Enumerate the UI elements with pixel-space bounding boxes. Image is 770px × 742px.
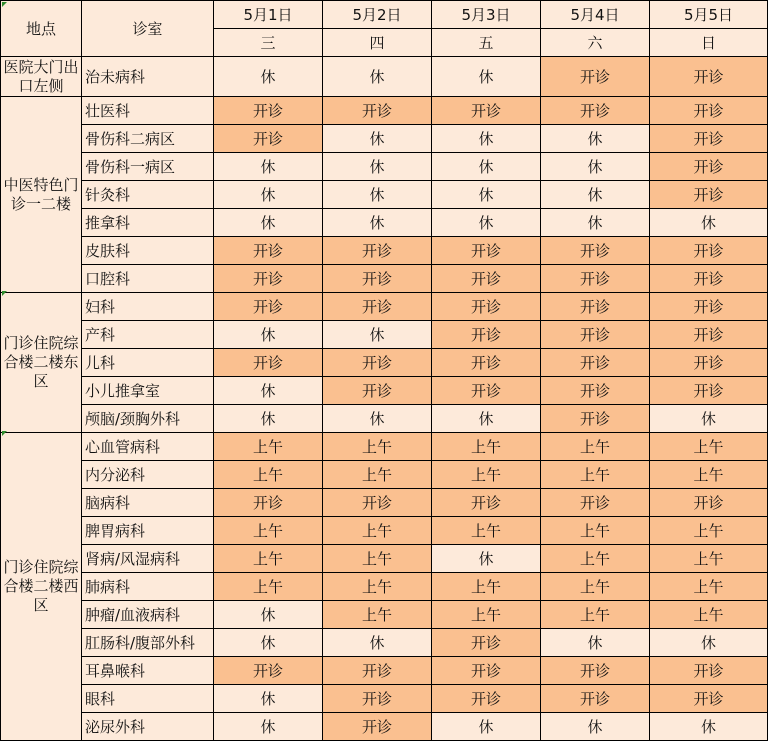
status-cell[interactable]: 上午 [541,517,650,545]
clinic-name-cell[interactable]: 小儿推拿室 [82,377,214,405]
status-cell[interactable]: 上午 [214,517,323,545]
clinic-name-cell[interactable]: 泌尿外科 [82,713,214,741]
status-cell[interactable]: 开诊 [541,405,650,433]
status-cell[interactable]: 开诊 [214,125,323,153]
header-location[interactable]: 地点 [1,1,82,57]
header-date[interactable]: 5月4日 [541,1,650,29]
status-cell[interactable]: 上午 [214,461,323,489]
status-cell[interactable]: 开诊 [650,321,768,349]
cell-comment-marker [2,431,7,436]
status-cell[interactable]: 上午 [323,601,432,629]
status-cell[interactable]: 休 [214,713,323,741]
status-cell[interactable]: 上午 [214,433,323,461]
clinic-name-cell[interactable]: 耳鼻喉科 [82,657,214,685]
status-cell[interactable]: 上午 [323,461,432,489]
status-cell[interactable]: 开诊 [541,321,650,349]
status-cell[interactable]: 上午 [541,545,650,573]
status-cell[interactable]: 上午 [650,461,768,489]
cell-comment-marker [2,291,7,296]
status-cell[interactable]: 休 [323,321,432,349]
status-cell[interactable]: 休 [214,377,323,405]
status-cell[interactable]: 开诊 [214,349,323,377]
status-cell[interactable]: 休 [214,57,323,97]
status-cell[interactable]: 开诊 [541,377,650,405]
status-cell[interactable]: 休 [323,181,432,209]
clinic-name-cell[interactable]: 颅脑/颈胸外科 [82,405,214,433]
clinic-name-cell[interactable]: 骨伤科一病区 [82,153,214,181]
header-weekday[interactable]: 六 [541,29,650,57]
status-cell[interactable]: 休 [541,713,650,741]
table-row [1,349,768,377]
status-cell[interactable]: 开诊 [432,377,541,405]
status-cell[interactable]: 休 [323,629,432,657]
status-cell[interactable]: 开诊 [323,349,432,377]
status-cell[interactable]: 休 [432,57,541,97]
status-cell[interactable]: 休 [323,153,432,181]
header-date[interactable]: 5月3日 [432,1,541,29]
status-cell[interactable]: 休 [541,181,650,209]
status-cell[interactable]: 开诊 [541,57,650,97]
status-cell[interactable]: 开诊 [432,293,541,321]
status-cell[interactable]: 开诊 [323,713,432,741]
header-date[interactable]: 5月1日 [214,1,323,29]
table-row [1,153,768,181]
clinic-name-cell[interactable]: 推拿科 [82,209,214,237]
table-row [1,629,768,657]
status-cell[interactable]: 开诊 [214,265,323,293]
status-cell[interactable]: 休 [432,713,541,741]
status-cell[interactable]: 休 [214,629,323,657]
clinic-name-cell[interactable]: 肛肠科/腹部外科 [82,629,214,657]
table-row [1,265,768,293]
status-cell[interactable]: 开诊 [432,237,541,265]
clinic-name-cell[interactable]: 儿科 [82,349,214,377]
status-cell[interactable]: 开诊 [541,489,650,517]
header-weekday[interactable]: 四 [323,29,432,57]
status-cell[interactable]: 休 [541,153,650,181]
clinic-name-cell[interactable]: 产科 [82,321,214,349]
status-cell[interactable]: 上午 [323,517,432,545]
status-cell[interactable]: 休 [432,181,541,209]
status-cell[interactable]: 休 [541,629,650,657]
status-cell[interactable]: 开诊 [323,657,432,685]
status-cell[interactable]: 开诊 [432,629,541,657]
status-cell[interactable]: 开诊 [323,293,432,321]
status-cell[interactable]: 开诊 [214,237,323,265]
clinic-name-cell[interactable]: 脾胃病科 [82,517,214,545]
status-cell[interactable]: 上午 [432,461,541,489]
status-cell[interactable]: 休 [214,209,323,237]
status-cell[interactable]: 开诊 [541,265,650,293]
status-cell[interactable]: 休 [650,209,768,237]
status-cell[interactable]: 开诊 [650,153,768,181]
clinic-name-cell[interactable]: 骨伤科二病区 [82,125,214,153]
clinic-name-cell[interactable]: 针灸科 [82,181,214,209]
status-cell[interactable]: 开诊 [541,685,650,713]
status-cell[interactable]: 开诊 [432,349,541,377]
status-cell[interactable]: 上午 [650,601,768,629]
location-cell[interactable]: 门诊住院综合楼二楼东区 [1,293,82,433]
status-cell[interactable]: 休 [323,209,432,237]
table-row [1,489,768,517]
clinic-name-cell[interactable]: 壮医科 [82,97,214,125]
status-cell[interactable]: 开诊 [432,97,541,125]
header-date[interactable]: 5月5日 [650,1,768,29]
clinic-name-cell[interactable]: 妇科 [82,293,214,321]
table-row [1,97,768,125]
status-cell[interactable]: 休 [650,405,768,433]
status-cell[interactable]: 上午 [323,573,432,601]
header-date[interactable]: 5月2日 [323,1,432,29]
status-cell[interactable]: 开诊 [650,57,768,97]
status-cell[interactable]: 休 [323,57,432,97]
status-cell[interactable]: 开诊 [323,377,432,405]
status-cell[interactable]: 上午 [432,433,541,461]
status-cell[interactable]: 开诊 [650,181,768,209]
status-cell[interactable]: 开诊 [650,685,768,713]
status-cell[interactable]: 上午 [214,545,323,573]
header-weekday[interactable]: 三 [214,29,323,57]
header-clinic[interactable]: 诊室 [82,1,214,57]
status-cell[interactable]: 开诊 [432,685,541,713]
status-cell[interactable]: 上午 [432,517,541,545]
status-cell[interactable]: 上午 [650,517,768,545]
status-cell[interactable]: 上午 [650,545,768,573]
status-cell[interactable]: 开诊 [650,125,768,153]
table-row [1,685,768,713]
status-cell[interactable]: 开诊 [432,489,541,517]
table-row [1,237,768,265]
table-row [1,713,768,741]
status-cell[interactable]: 休 [323,405,432,433]
location-cell[interactable]: 中医特色门诊一二楼 [1,97,82,293]
table-row [1,517,768,545]
status-cell[interactable]: 上午 [214,573,323,601]
status-cell[interactable]: 休 [214,405,323,433]
header-weekday[interactable]: 日 [650,29,768,57]
status-cell[interactable]: 开诊 [650,293,768,321]
status-cell[interactable]: 开诊 [214,97,323,125]
table-row [1,57,768,97]
status-cell[interactable]: 休 [432,545,541,573]
table-row [1,181,768,209]
header-row-dates [1,1,768,29]
status-cell[interactable]: 上午 [541,573,650,601]
table-row [1,657,768,685]
clinic-name-cell[interactable]: 口腔科 [82,265,214,293]
clinic-name-cell[interactable]: 肾病/风湿病科 [82,545,214,573]
status-cell[interactable]: 上午 [541,461,650,489]
status-cell[interactable]: 休 [214,321,323,349]
cell-comment-marker [2,2,7,7]
table-row [1,461,768,489]
status-cell[interactable]: 开诊 [323,685,432,713]
status-cell[interactable]: 休 [432,125,541,153]
status-cell[interactable]: 开诊 [650,489,768,517]
status-cell[interactable]: 开诊 [432,265,541,293]
clinic-name-cell[interactable]: 内分泌科 [82,461,214,489]
clinic-name-cell[interactable]: 眼科 [82,685,214,713]
status-cell[interactable]: 上午 [650,433,768,461]
status-cell[interactable]: 开诊 [541,657,650,685]
status-cell[interactable]: 休 [650,713,768,741]
status-cell[interactable]: 开诊 [323,489,432,517]
header-weekday[interactable]: 五 [432,29,541,57]
status-cell[interactable]: 休 [432,405,541,433]
location-cell[interactable]: 门诊住院综合楼二楼西区 [1,433,82,741]
status-cell[interactable]: 开诊 [541,349,650,377]
status-cell[interactable]: 开诊 [432,321,541,349]
clinic-name-cell[interactable]: 心血管病科 [82,433,214,461]
status-cell[interactable]: 开诊 [541,293,650,321]
status-cell[interactable]: 开诊 [323,265,432,293]
status-cell[interactable]: 开诊 [214,293,323,321]
status-cell[interactable]: 休 [432,209,541,237]
status-cell[interactable]: 休 [541,209,650,237]
status-cell[interactable]: 休 [650,629,768,657]
status-cell[interactable]: 休 [214,685,323,713]
clinic-name-cell[interactable]: 肺病科 [82,573,214,601]
table-row [1,545,768,573]
status-cell[interactable]: 休 [214,181,323,209]
status-cell[interactable]: 开诊 [650,349,768,377]
status-cell[interactable]: 上午 [432,601,541,629]
table-row [1,293,768,321]
status-cell[interactable]: 上午 [541,433,650,461]
clinic-name-cell[interactable]: 脑病科 [82,489,214,517]
status-cell[interactable]: 开诊 [432,657,541,685]
status-cell[interactable]: 开诊 [214,489,323,517]
status-cell[interactable]: 开诊 [650,657,768,685]
status-cell[interactable]: 上午 [323,433,432,461]
status-cell[interactable]: 开诊 [541,97,650,125]
status-cell[interactable]: 开诊 [650,237,768,265]
status-cell[interactable]: 上午 [650,573,768,601]
status-cell[interactable]: 上午 [541,601,650,629]
clinic-name-cell[interactable]: 治未病科 [82,57,214,97]
table-row [1,125,768,153]
status-cell[interactable]: 上午 [323,545,432,573]
table-row [1,405,768,433]
status-cell[interactable]: 开诊 [323,97,432,125]
table-row [1,209,768,237]
status-cell[interactable]: 开诊 [323,237,432,265]
status-cell[interactable]: 开诊 [650,377,768,405]
location-cell[interactable]: 医院大门出口左侧 [1,57,82,97]
status-cell[interactable]: 开诊 [650,265,768,293]
table-row [1,601,768,629]
clinic-name-cell[interactable]: 皮肤科 [82,237,214,265]
table-row [1,573,768,601]
table-row [1,321,768,349]
clinic-name-cell[interactable]: 肿瘤/血液病科 [82,601,214,629]
status-cell[interactable]: 休 [323,125,432,153]
table-row [1,377,768,405]
status-cell[interactable]: 休 [214,601,323,629]
status-cell[interactable]: 开诊 [650,97,768,125]
status-cell[interactable]: 上午 [432,573,541,601]
status-cell[interactable]: 开诊 [541,237,650,265]
table-row [1,433,768,461]
status-cell[interactable]: 休 [541,125,650,153]
status-cell[interactable]: 休 [214,153,323,181]
status-cell[interactable]: 开诊 [214,657,323,685]
status-cell[interactable]: 休 [432,153,541,181]
